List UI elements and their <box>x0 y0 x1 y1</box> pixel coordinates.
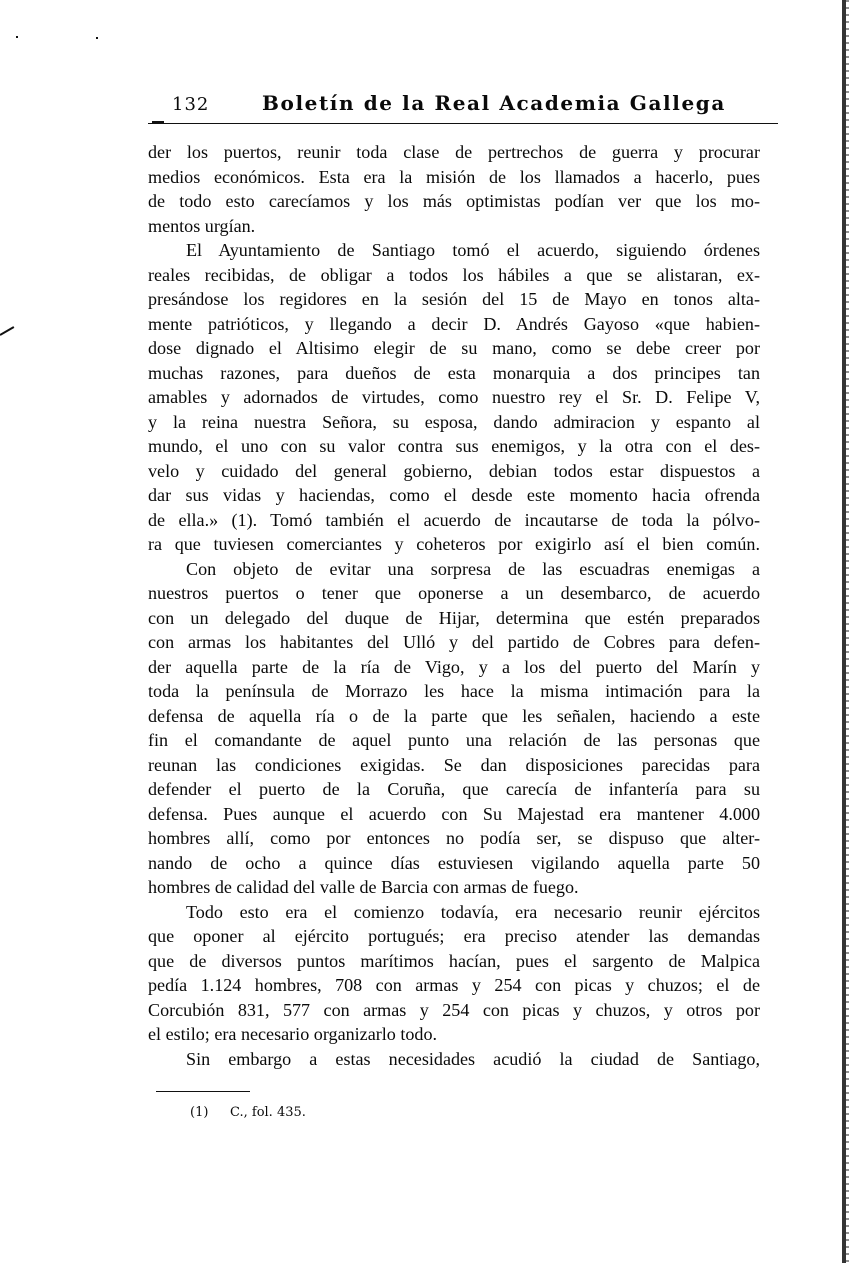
text-line: reales recibidas, de obligar a todos los hábiles a que se alistaran, ex- <box>148 264 760 285</box>
paragraph-start-line: Todo esto era el comienzo todavía, era necesario reunir ejércitos <box>186 901 760 922</box>
paragraph-start-line: El Ayuntamiento de Santiago tomó el acuerdo, siguiendo órdenes <box>186 240 760 260</box>
text-line: der los puertos, reunir toda clase de pertrechos de guerra y procurar <box>148 142 760 162</box>
scan-speck <box>16 36 18 38</box>
text-line: presándose los regidores en la sesión del 15 de Mayo en tonos alta- <box>148 289 760 309</box>
text-line: con un delegado del duque de Hijar, determina que estén preparados <box>148 607 760 628</box>
paragraph-start-line: Con objeto de evitar una sorpresa de las escuadras enemigas a <box>186 558 760 579</box>
paragraph-start-line: Sin embargo a estas necesidades acudió la ciudad de Santiago, <box>186 1048 760 1069</box>
text-line: der aquella parte de la ría de Vigo, y a los del puerto del Marín y <box>148 656 760 677</box>
text-line: y la reina nuestra Señora, su esposa, dando admiracion y espanto al <box>148 411 760 432</box>
page-number: 132 <box>172 94 210 115</box>
footnote <box>190 1105 306 1120</box>
text-line: amables y adornados de virtudes, como nuestro rey el Sr. D. Felipe V, <box>148 387 760 407</box>
footnote-text: C., fol. 435. <box>230 1105 306 1120</box>
scan-edge-speckle <box>846 0 849 1263</box>
text-line: mundo, el uno con su valor contra sus enemigos, y la otra con el des- <box>148 436 760 456</box>
text-line: hombres de calidad del valle de Barcia con armas de fuego. <box>148 877 579 897</box>
page-header <box>148 88 778 124</box>
text-line: de ella.» (1). Tomó también el acuerdo de incautarse de toda la pólvo- <box>148 509 760 530</box>
body-text <box>148 140 760 1071</box>
text-line: nando de ocho a quince días estuviesen vigilando aquella parte 50 <box>148 852 760 873</box>
scan-speck <box>96 37 98 39</box>
text-line: defensa. Pues aunque el acuerdo con Su Majestad era mantener 4.000 <box>148 803 760 824</box>
text-line: dar sus vidas y haciendas, como el desde este momento hacia ofrenda <box>148 485 760 505</box>
text-line: velo y cuidado del general gobierno, debian todos estar dispuestos a <box>148 460 760 481</box>
text-line: defender el puerto de la Coruña, que carecía de infantería para su <box>148 779 760 799</box>
scan-mark <box>0 326 14 336</box>
text-line: dose dignado el Altisimo elegir de su mano, como se debe creer por <box>148 338 760 358</box>
text-line: fin el comandante de aquel punto una relación de las personas que <box>148 730 760 750</box>
text-line: mente patrióticos, y llegando a decir D. Andrés Gayoso «que habien- <box>148 313 760 334</box>
text-line: muchas razones, para dueños de esta monarquia a dos principes tan <box>148 362 760 383</box>
text-line: nuestros puertos o tener que oponerse a un desembarco, de acuerdo <box>148 583 760 603</box>
footnote-marker: (1) <box>190 1105 209 1120</box>
text-line: defensa de aquella ría o de la parte que les señalen, haciendo a este <box>148 705 760 726</box>
text-line: el estilo; era necesario organizarlo todo. <box>148 1024 438 1044</box>
text-line: medios económicos. Esta era la misión de los llamados a hacerlo, pues <box>148 166 760 187</box>
header-rule-mark <box>152 121 164 124</box>
text-line: de todo esto carecíamos y los más optimistas podían ver que los mo- <box>148 191 760 211</box>
running-title: Boletín de la Real Academia Gallega <box>262 91 726 115</box>
text-line: hombres allí, como por entonces no podía ser, se dispuso que alter- <box>148 828 760 848</box>
footnote-rule <box>156 1091 250 1092</box>
text-line: con armas los habitantes del Ulló y del partido de Cobres para defen- <box>148 632 760 652</box>
text-line: toda la península de Morrazo les hace la misma intimación para la <box>148 681 760 701</box>
text-line: que oponer al ejército portugués; era preciso atender las demandas <box>148 926 760 946</box>
text-line: mentos urgían. <box>148 215 256 236</box>
header-rule <box>148 123 778 124</box>
text-line: ra que tuviesen comerciantes y coheteros por exigirlo así el bien común. <box>148 534 760 554</box>
text-line: pedía 1.124 hombres, 708 con armas y 254 con picas y chuzos; el de <box>148 975 760 995</box>
text-line: reunan las condiciones exigidas. Se dan disposiciones parecidas para <box>148 754 760 775</box>
text-line: que de diversos puntos marítimos hacían, pues el sargento de Malpica <box>148 950 760 971</box>
text-line: Corcubión 831, 577 con armas y 254 con picas y chuzos, y otros por <box>148 999 760 1020</box>
